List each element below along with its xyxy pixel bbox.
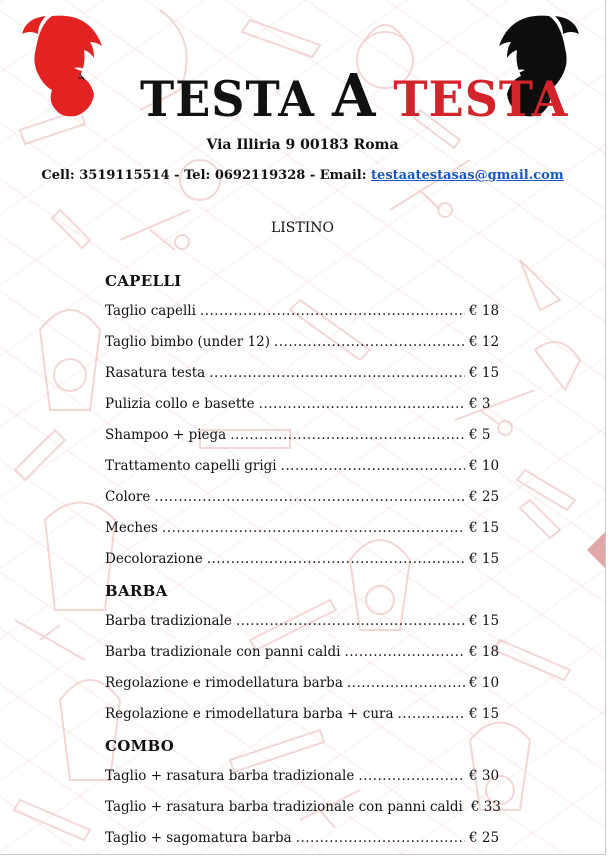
dot-leader [154, 487, 465, 507]
price-row [105, 518, 505, 549]
price-row [105, 394, 505, 425]
price-row [105, 828, 505, 855]
service-name: Meches [105, 520, 158, 536]
service-price: € 15 [469, 706, 500, 722]
service-price: € 33 [470, 799, 501, 815]
service-price: € 10 [469, 458, 500, 474]
price-row [105, 766, 505, 797]
price-row [105, 363, 505, 394]
price-row [105, 301, 505, 332]
service-name: Taglio + rasatura barba tradizionale [105, 768, 355, 784]
price-row [105, 425, 505, 456]
service-price: € 10 [469, 675, 500, 691]
service-name: Pulizia collo e basette [105, 396, 255, 412]
service-price: € 5 [469, 427, 491, 443]
service-price: € 15 [469, 551, 500, 567]
brand-word-3: TESTA [393, 70, 569, 128]
dot-leader [347, 673, 465, 693]
service-name: Barba tradizionale con panni caldi [105, 644, 341, 660]
service-price: € 18 [469, 303, 500, 319]
service-name: Trattamento capelli grigi [105, 458, 277, 474]
brand-word-1: TESTA [140, 70, 315, 128]
dot-leader [296, 828, 465, 848]
price-row [105, 797, 505, 828]
dot-leader [207, 549, 465, 569]
service-name: Taglio + sagomatura barba [105, 830, 292, 846]
contacts-line [0, 168, 605, 183]
brand-title [140, 61, 569, 131]
price-row [105, 642, 505, 673]
service-price: € 25 [469, 830, 500, 846]
service-name: Taglio + rasatura barba tradizionale con panni caldi [105, 799, 463, 815]
section-title-capelli: CAPELLI [105, 272, 182, 290]
service-price: € 15 [469, 613, 500, 629]
dot-leader [209, 363, 465, 383]
brand-word-2: A [331, 61, 377, 131]
dot-leader [162, 518, 465, 538]
service-name: Decolorazione [105, 551, 203, 567]
section-title-combo: COMBO [105, 737, 175, 755]
service-price: € 12 [469, 334, 500, 350]
service-price: € 3 [469, 396, 491, 412]
bearded-man-red-icon [14, 12, 108, 122]
service-name: Regolazione e rimodellatura barba [105, 675, 343, 691]
dot-leader [200, 301, 465, 321]
service-name: Colore [105, 489, 151, 505]
service-price: € 15 [469, 520, 500, 536]
service-price: € 25 [469, 489, 500, 505]
price-row [105, 704, 505, 735]
dot-leader [236, 611, 465, 631]
price-row [105, 487, 505, 518]
service-name: Rasatura testa [105, 365, 206, 381]
service-name: Barba tradizionale [105, 613, 232, 629]
service-name: Shampoo + piega [105, 427, 227, 443]
price-row [105, 611, 505, 642]
service-price: € 15 [469, 365, 500, 381]
dot-leader [344, 642, 465, 662]
service-name: Regolazione e rimodellatura barba + cura [105, 706, 394, 722]
service-price: € 18 [469, 644, 500, 660]
price-row [105, 549, 505, 580]
contacts-phones: Cell: 3519115514 - Tel: 0692119328 - Email: [41, 168, 372, 183]
service-name: Taglio bimbo (under 12) [105, 334, 270, 350]
price-list [105, 270, 505, 855]
listino-title: LISTINO [270, 220, 334, 236]
dot-leader [230, 425, 465, 445]
service-name: Taglio capelli [105, 303, 196, 319]
dot-leader [274, 332, 465, 352]
corner-decoration [587, 532, 605, 568]
price-row [105, 673, 505, 704]
price-row [105, 332, 505, 363]
service-price: € 30 [469, 768, 500, 784]
address: Via Illiria 9 00183 Roma [206, 137, 399, 153]
dot-leader [259, 394, 465, 414]
dot-leader [398, 704, 465, 724]
dot-leader [358, 766, 465, 786]
price-row [105, 456, 505, 487]
email-link[interactable]: testaatestasas@gmail.com [371, 168, 564, 183]
section-title-barba: BARBA [105, 582, 168, 600]
dot-leader [281, 456, 465, 476]
